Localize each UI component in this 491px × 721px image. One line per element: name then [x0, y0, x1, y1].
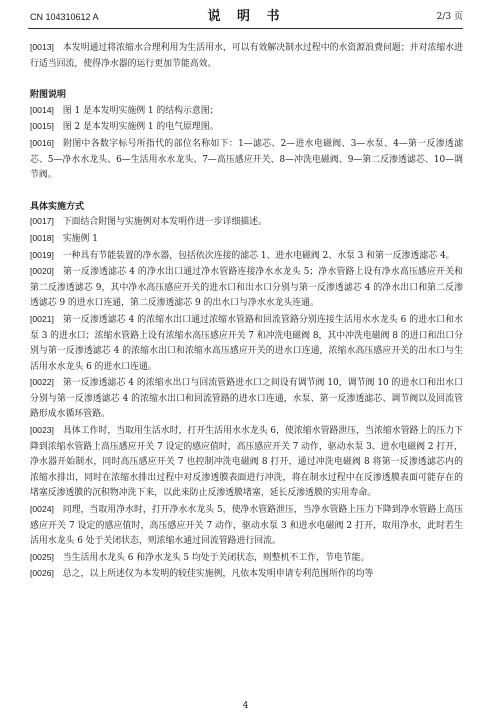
- section-gap: [30, 72, 463, 87]
- page-number: 4: [242, 701, 249, 711]
- paragraph-text: 一种具有节能装置的净水器，包括依次连接的滤芯 1、进水电磁阀 2、水泵 3 和第一反渗透滤芯 4。: [62, 250, 455, 261]
- paragraph-text: 图 1 是本发明实施例 1 的结构示意图；: [62, 105, 219, 116]
- paragraph-number: [0025]: [30, 551, 54, 562]
- paragraph-number: [0026]: [30, 568, 54, 579]
- paragraph: [30, 264, 463, 312]
- paragraph-text: 下面结合附图与实施例对本发明作进一步详细描述。: [62, 217, 267, 228]
- paragraph-number: [0013]: [30, 42, 54, 52]
- paragraph: [30, 231, 463, 248]
- paragraph: [30, 566, 463, 583]
- section-heading: 附图说明: [30, 89, 67, 100]
- paragraph-number: [0016]: [30, 137, 54, 148]
- paragraph: [30, 423, 463, 502]
- paragraph-number: [0022]: [30, 377, 54, 388]
- paragraph-text: 第一反渗透滤芯 4 的浓缩水出口通过浓缩水管路和回流管路分别连接生活用水水龙头 6 的进水口和水泵 3 的进水口；浓缩水管路上设有浓缩水高压感应开关 7 和冲洗电磁阀 8，其中冲洗电磁阀 8 的进口和出口分别与第一反渗透滤芯 4 的浓缩水出口和浓缩水高压感应开关的进水口连通，浓缩水高压感应开关的出水口与生活用水水龙头 6 的进水口连通。: [30, 314, 463, 372]
- paragraph-text: 当生活用水龙头 6 和净水龙头 5 均处于关闭状态，则整机不工作，节电节能。: [62, 552, 370, 563]
- paragraph: [30, 550, 463, 567]
- paragraph-text: 总之，以上所述仅为本发明的较佳实施例，凡依本发明申请专利范围所作的均等: [62, 569, 374, 580]
- page-header: [30, 9, 463, 25]
- paragraph: [30, 312, 463, 375]
- page-indicator: 2/3 页: [436, 12, 463, 22]
- paragraph-number: [0024]: [30, 504, 54, 515]
- paragraph-text: 本发明通过将浓缩水合理利用为生活用水，可以有效解决制水过程中的水资源浪费问题；并对浓缩水进行适当回流，使得净水器的运行更加节能高效。: [30, 43, 463, 69]
- paragraph-number: [0021]: [30, 313, 54, 324]
- section-heading: 具体实施方式: [30, 200, 85, 211]
- paragraph-number: [0018]: [30, 232, 54, 243]
- paragraph-text: 附图中各数字标号所指代的部位名称如下：1—滤芯、2—进水电磁阀、3—水泵、4—第一反渗透滤芯、5—净水水龙头、6—生活用水水龙头、7—高压感应开关、8—冲洗电磁阀、9—第二反渗透滤芯、10—调节阀。: [30, 138, 463, 181]
- paragraph-number: [0017]: [30, 216, 54, 227]
- paragraph-text: 同理，当取用净水时，打开净水水龙头 5，使净水管路泄压，当净水管路上压力下降到净水管路上高压感应开关 7 设定的感应值时，高压感应开关 7 动作，驱动水泵 3 和进水电磁阀 2 打开，取用净水，此时若生活用水龙头 6 处于关闭状态，则浓缩水通过回流管路进行回流。: [30, 505, 463, 547]
- document-body: [30, 40, 463, 583]
- paragraph: [30, 214, 463, 231]
- paragraph-number: [0020]: [30, 266, 54, 277]
- paragraph-number: [0023]: [30, 425, 54, 436]
- paragraph-text: 实施例 1: [62, 233, 98, 244]
- paragraph: [30, 119, 463, 136]
- paragraph: [30, 136, 463, 184]
- paragraph-text: 第一反渗透滤芯 4 的浓缩水出口与回流管路进水口之间设有调节阀 10，调节阀 10 的进水口和出水口分别与第一反渗透滤芯 4 的浓缩水出口和回流管路的进水口连通，水泵、第一反渗透滤芯、调节阀以及回流管路形成水循环管路。: [30, 378, 463, 420]
- header-rule: [28, 28, 463, 29]
- paragraph-text: 第一反渗透滤芯 4 的净水出口通过净水管路连接净水水龙头 5；净水管路上设有净水高压感应开关和第二反渗透滤芯 9，其中净水高压感应开关的进水口和出水口分别与第一反渗透滤芯 4 的净水出口和第二反渗透滤芯 9 的进水口连通，第二反渗透滤芯 9 的出水口与净水水龙头连通。: [30, 267, 463, 309]
- paragraph-text: 具体工作时，当取用生活水时，打开生活用水水龙头 6，使浓缩水管路泄压，当浓缩水管路上的压力下降到浓缩水管路上高压感应开关 7 设定的感应值时，高压感应开关 7 动作，驱动水泵 3、进水电磁阀 2 打开，净水器开始制水，同时高压感应开关 7 也控制冲洗电磁阀 8 打开，通过冲洗电磁阀 8 将第一反渗透滤芯内的浓缩水排出，同时在浓缩水排出过程中对反渗透膜表面进行冲洗，将在制水过程中在反渗透膜表面可能存在的堵塞反渗透膜的沉积物冲洗下来，以此来防止反渗透膜堵塞，延长反渗透膜的实用寿命。: [30, 426, 463, 499]
- paragraph-number: [0015]: [30, 121, 54, 132]
- paragraph: [30, 502, 463, 550]
- paragraph: [30, 248, 463, 265]
- paragraph: [30, 375, 463, 423]
- paragraph: [30, 103, 463, 120]
- document-number: CN 104310612 A: [30, 12, 99, 22]
- paragraph-number: [0019]: [30, 249, 54, 260]
- document-title: 说 明 书: [207, 9, 286, 24]
- section-gap: [30, 184, 463, 199]
- paragraph-text: 图 2 是本发明实施例 1 的电气原理图。: [62, 122, 219, 133]
- paragraph-number: [0014]: [30, 104, 54, 115]
- paragraph: [30, 40, 463, 72]
